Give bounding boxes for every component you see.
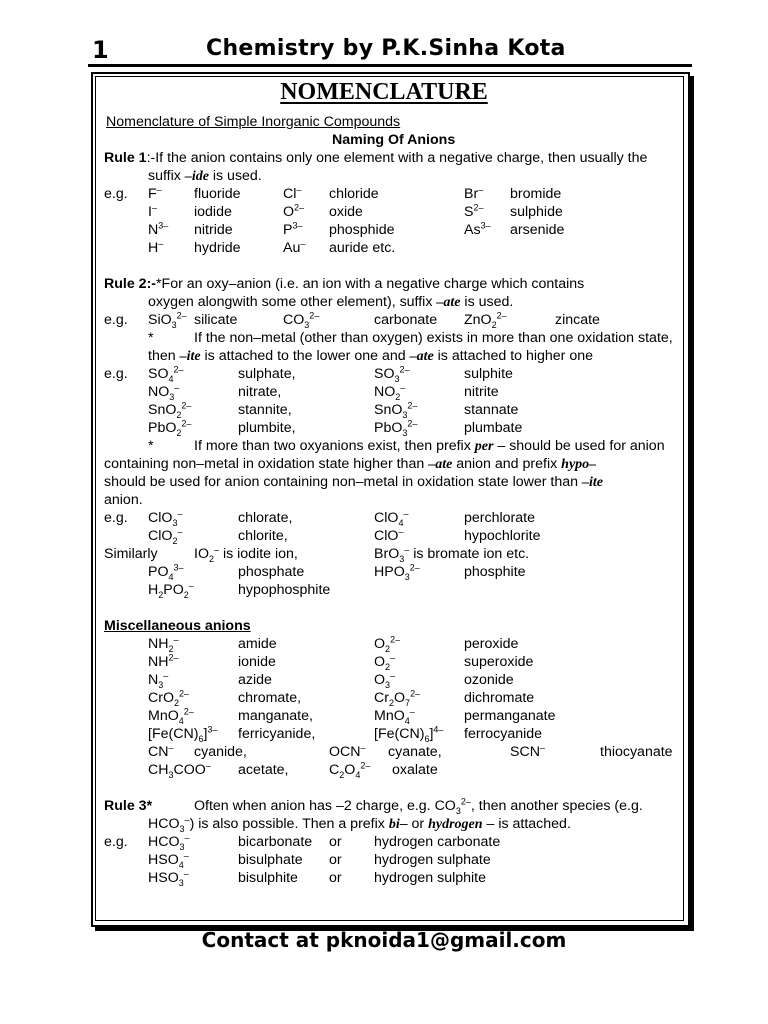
section-title: Naming Of Anions: [332, 132, 456, 148]
anion-name: nitride: [194, 222, 233, 238]
formula: $O_2^-$: [374, 652, 396, 672]
star: *: [148, 438, 154, 454]
rule2-line7: should be used for anion containing non–metal in oxidation state lower than –ite: [104, 474, 603, 490]
anion-name: azide: [238, 672, 272, 688]
formula: $NO_2^-$: [374, 382, 406, 402]
anion-name: superoxide: [464, 654, 534, 670]
formula: PbO$_2^{2-}$: [148, 418, 192, 438]
rule2-line1: Rule 2:-*For an oxy–anion (i.e. an ion with a negative charge which contains: [104, 276, 585, 292]
anion-name: sulphide: [510, 204, 563, 220]
anion-name: fluoride: [194, 186, 241, 202]
anion-name: perchlorate: [464, 510, 535, 526]
eg-label: e.g.: [104, 366, 128, 382]
anion-name: stannate: [464, 402, 519, 418]
main-title: NOMENCLATURE: [280, 79, 488, 105]
eg-label: e.g.: [104, 834, 128, 850]
formula: $PO_4^{3-}$: [148, 562, 184, 582]
formula: ClO$_3$–: [148, 508, 183, 528]
rule2-line2: oxygen alongwith some other element), suffix –ate is used.: [148, 294, 514, 310]
formula: $N_3^-$: [148, 670, 169, 690]
anion-name: ferrocyanide: [464, 726, 543, 742]
similarly-label: Similarly: [104, 546, 158, 562]
anion-name: phosphide: [329, 222, 395, 238]
rule2-line4: then –ite is attached to the lower one and –ate is attached to higher one: [148, 348, 594, 364]
formula: $Cr_2O_7^{2-}$: [374, 688, 421, 708]
formula: PbO$_3^{2-}$: [374, 418, 418, 438]
eg-label: e.g.: [104, 312, 128, 328]
anion-name: ozonide: [464, 672, 514, 688]
formula: ClO$_2$–: [148, 526, 183, 546]
formula: MnO$_4^{2-}$: [148, 706, 194, 726]
header-rule: [88, 64, 692, 67]
anion-name: bisulphate: [238, 852, 303, 868]
formula: $[Fe(CN)_6]^{4-}$: [374, 724, 444, 744]
formula: $CH_3COO^-$: [148, 760, 211, 780]
anion-name: hydrogen sulphate: [374, 852, 491, 868]
formula: $CO_3^{2-}$: [283, 310, 320, 330]
anion-name: permanganate: [464, 708, 556, 724]
or-label: or: [329, 870, 342, 886]
anion-name: sulphate,: [238, 366, 296, 382]
anion-name: auride etc.: [329, 240, 396, 256]
anion-name: ferricyanide,: [238, 726, 316, 742]
anion-name: chlorate,: [238, 510, 293, 526]
formula: $HSO_3^-$: [148, 868, 189, 888]
rule1-line2: suffix –ide is used.: [148, 168, 262, 184]
anion-name: chloride: [329, 186, 379, 202]
formula: $NH_2^-$: [148, 634, 179, 654]
formula: $O_2^{2-}$: [374, 634, 401, 654]
anion-name: oxalate: [392, 762, 438, 778]
anion-name: chlorite,: [238, 528, 288, 544]
anion-name: cyanate,: [388, 744, 442, 760]
formula: SnO$_3^{2-}$: [374, 400, 418, 420]
formula: OCN–: [329, 742, 366, 760]
bromate-line: BrO$_3$– is bromate ion etc.: [374, 544, 530, 564]
anion-name: bromide: [510, 186, 562, 202]
anion-name: arsenide: [510, 222, 565, 238]
anion-name: chromate,: [238, 690, 302, 706]
formula: SnO$_2^{2-}$: [148, 400, 192, 420]
formula: $SO_3^{2-}$: [374, 364, 410, 384]
formula: ClO$_4$–: [374, 508, 409, 528]
anion-name: oxide: [329, 204, 363, 220]
formula: Au–: [283, 238, 306, 256]
anion-name: hydrogen carbonate: [374, 834, 501, 850]
anion-name: plumbate: [464, 420, 523, 436]
anion-name: zincate: [555, 312, 600, 328]
anion-name: dichromate: [464, 690, 535, 706]
rule3-line1: Often when anion has –2 charge, e.g. $CO_3^{2-}$, then another species (e.g.: [194, 796, 643, 816]
anion-name: bicarbonate: [238, 834, 313, 850]
eg-label: e.g.: [104, 186, 128, 202]
rule3-line2: $HCO_3^-$) is also possible. Then a prefix bi– or hydrogen – is attached.: [148, 814, 571, 834]
rule2-line5: If more than two oxyanions exist, then prefix per – should be used for anion: [194, 438, 665, 454]
formula: $P^{3-}$: [283, 220, 303, 238]
formula: MnO$_4$–: [374, 706, 415, 726]
anion-name: nitrate,: [238, 384, 282, 400]
formula: SCN–: [510, 742, 545, 760]
anion-name: nitrite: [464, 384, 499, 400]
formula: $HPO_3^{2-}$: [374, 562, 420, 582]
formula: $SO_4^{2-}$: [148, 364, 184, 384]
formula: $N^{3-}$: [148, 220, 169, 238]
formula: H–: [148, 238, 164, 256]
anion-name: bisulphite: [238, 870, 298, 886]
anion-name: phosphate: [238, 564, 305, 580]
anion-name: plumbite,: [238, 420, 296, 436]
formula: $NH^{2-}$: [148, 652, 179, 670]
anion-name: acetate,: [238, 762, 289, 778]
star: *: [148, 330, 154, 346]
formula: $C_2O_4^{2-}$: [329, 760, 371, 780]
formula: Cl–: [283, 184, 302, 202]
subtitle: Nomenclature of Simple Inorganic Compounds: [106, 114, 401, 130]
rule2-line8: anion.: [104, 492, 143, 508]
formula: $NO_3^-$: [148, 382, 180, 402]
footer-contact: Contact at pknoida1@gmail.com: [201, 928, 567, 952]
formula: $O^{2-}$: [283, 202, 305, 220]
anion-name: hydride: [194, 240, 241, 256]
or-label: or: [329, 834, 342, 850]
anion-name: amide: [238, 636, 277, 652]
anion-name: peroxide: [464, 636, 519, 652]
rule1-line1: Rule 1:-If the anion contains only one element with a negative charge, then usually the: [104, 150, 648, 166]
anion-name: cyanide,: [194, 744, 247, 760]
formula: SiO$_3^{2-}$: [148, 310, 187, 330]
anion-name: sulphite: [464, 366, 513, 382]
formula: ZnO$_2^{2-}$: [464, 310, 507, 330]
iodite-line: $IO_2^-$ is iodite ion,: [194, 544, 298, 564]
formula: I–: [148, 202, 157, 220]
formula: ClO–: [374, 526, 404, 544]
anion-name: hydrogen sulphite: [374, 870, 487, 886]
rule3-label: Rule 3*: [104, 798, 153, 814]
anion-name: thiocyanate: [600, 744, 673, 760]
anion-name: phosphite: [464, 564, 526, 580]
formula: $[Fe(CN)_6]^{3-}$: [148, 724, 218, 744]
formula: $O_3^-$: [374, 670, 396, 690]
anion-name: ionide: [238, 654, 276, 670]
anion-name: manganate,: [238, 708, 313, 724]
content-frame-inner: [95, 76, 684, 921]
eg-label: e.g.: [104, 510, 128, 526]
anion-name: hypochlorite: [464, 528, 541, 544]
misc-title: Miscellaneous anions: [104, 618, 251, 634]
formula: $S^{2-}$: [464, 202, 484, 220]
formula: $HCO_3^-$: [148, 832, 190, 852]
formula: $HSO_4^-$: [148, 850, 189, 870]
formula: F–: [148, 184, 162, 202]
page-header-title: Chemistry by P.K.Sinha Kota: [206, 36, 566, 61]
formula: CN–: [148, 742, 174, 760]
or-label: or: [329, 852, 342, 868]
anion-name: hypophosphite: [238, 582, 331, 598]
formula: Br–: [464, 184, 484, 202]
formula: $As^{3-}$: [464, 220, 491, 238]
formula: $H_2PO_2^-$: [148, 580, 194, 600]
page-number: 1: [92, 36, 109, 64]
anion-name: silicate: [194, 312, 238, 328]
rule2-line6: containing non–metal in oxidation state higher than –ate anion and prefix hypo–: [104, 456, 597, 472]
rule2-line3: If the non–metal (other than oxygen) exists in more than one oxidation state,: [194, 330, 673, 346]
formula: CrO$_2^{2-}$: [148, 688, 190, 708]
anion-name: stannite,: [238, 402, 292, 418]
anion-name: carbonate: [374, 312, 438, 328]
anion-name: iodide: [194, 204, 232, 220]
